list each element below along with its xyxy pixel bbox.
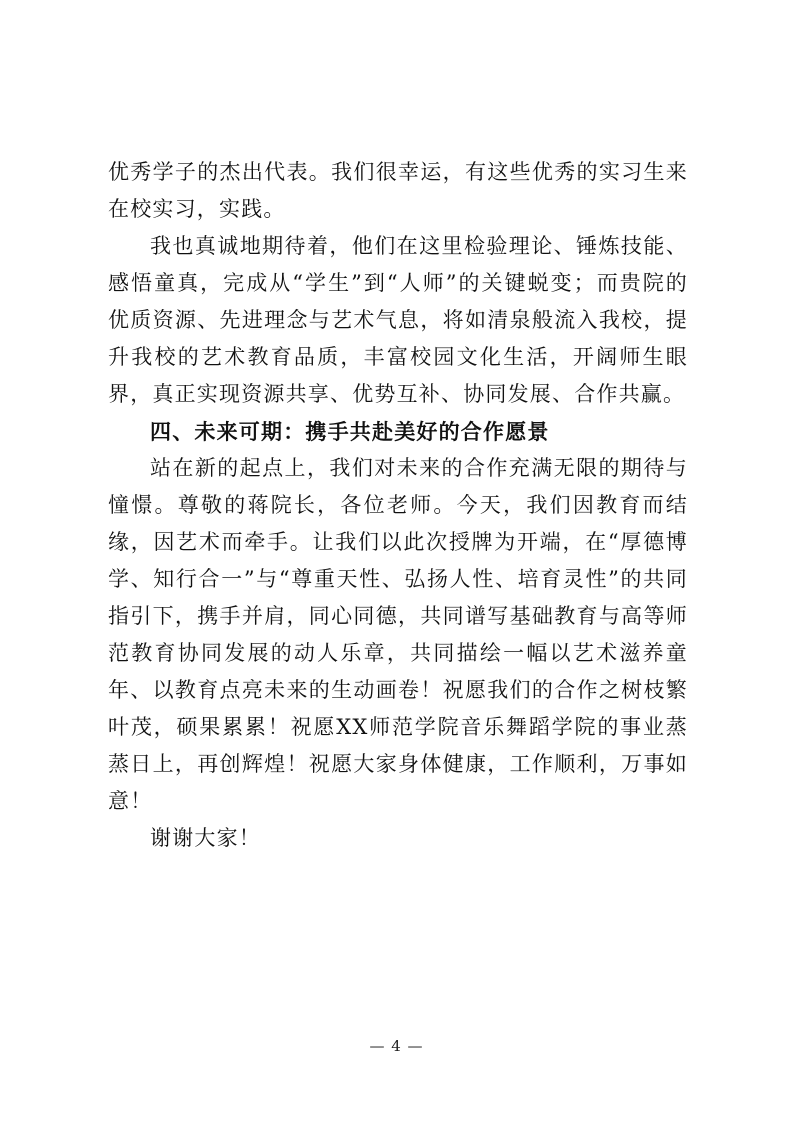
page-number: — 4 — bbox=[369, 1037, 424, 1055]
section-heading: 四、未来可期：携手共赴美好的合作愿景 bbox=[150, 419, 550, 444]
document-body bbox=[108, 154, 688, 857]
paragraph-future: 站在新的起点上，我们对未来的合作充满无限的期待与憧憬。尊敬的蒋院长，各位老师。今天，我们因教育而结缘，因艺术而牵手。让我们以此次授牌为开端，在“厚德博学、知行合一”与“尊重天性、弘扬人性、培育灵性”的共同指引下，携手并肩，同心同德，共同谱写基础教育与高等师范教育协同发展的动人乐章，共同描绘一幅以艺术滋养童年、以教育点亮未来的生动画卷！祝愿我们的合作之树枝繁叶茂，硕果累累！祝愿XX师范学院音乐舞蹈学院的事业蒸蒸日上，再创辉煌！祝愿大家身体健康，工作顺利，万事如意！ bbox=[108, 456, 688, 813]
paragraph-thanks: 谢谢大家！ bbox=[150, 826, 261, 850]
paragraph-hope: 我也真诚地期待着，他们在这里检验理论、锤炼技能、感悟童真，完成从“学生”到“人师”的关键蜕变；而贵院的优质资源、先进理念与艺术气息，将如清泉般流入我校，提升我校的艺术教育品质，丰富校园文化生活，开阔师生眼界，真正实现资源共享、优势互补、协同发展、合作共赢。 bbox=[108, 234, 688, 406]
paragraph-continuation: 优秀学子的杰出代表。我们很幸运，有这些优秀的实习生来在校实习，实践。 bbox=[108, 160, 688, 221]
